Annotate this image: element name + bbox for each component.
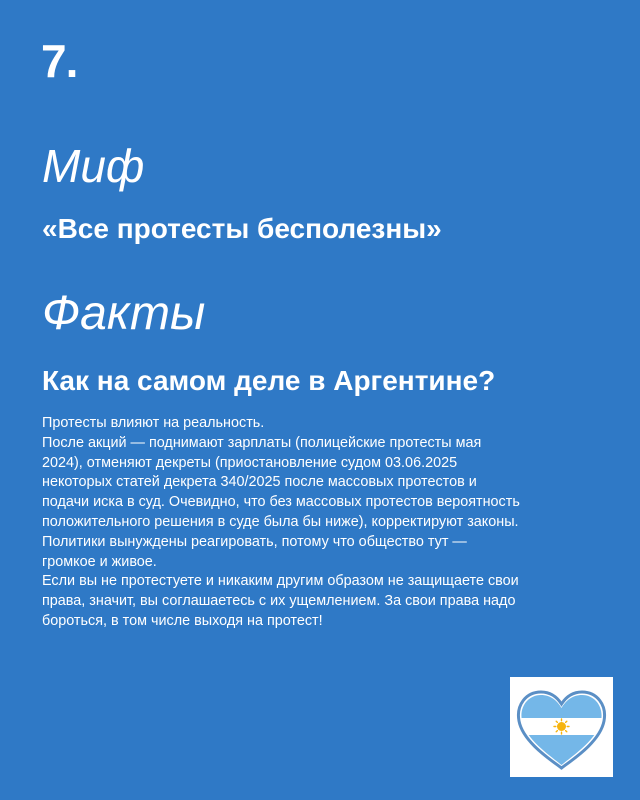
facts-subheading: Как на самом деле в Аргентине?	[42, 365, 496, 396]
slide-number: 7.	[41, 35, 78, 87]
argentina-flag-heart-icon	[510, 677, 613, 777]
facts-body-text: Протесты влияют на реальность. После акций — поднимают зарплаты (полицейские протесты мая 2024), отменяют декреты (приостановление судом 03.06.2025 некоторых статей декрета 340/2025 после массовых протестов и подачи иска в суд. Очевидно, что без массовых протестов вероятность положительного решения в суде была бы ниже), корректируют законы. Политики вынуждены реагировать, потому что общество тут — громкое и живое. Если вы не протестуете и никаким другим образом не защищаете свои права, значит, вы соглашаетесь с их ущемлением. За свои права надо бороться, в том числе выходя на протест!	[42, 415, 520, 629]
facts-heading: Факты	[42, 287, 206, 340]
myth-heading: Миф	[42, 140, 145, 192]
sun-of-may-icon	[554, 719, 569, 734]
argentina-flag-heart-card	[510, 677, 613, 777]
myth-quote: «Все протесты бесполезны»	[42, 213, 442, 244]
